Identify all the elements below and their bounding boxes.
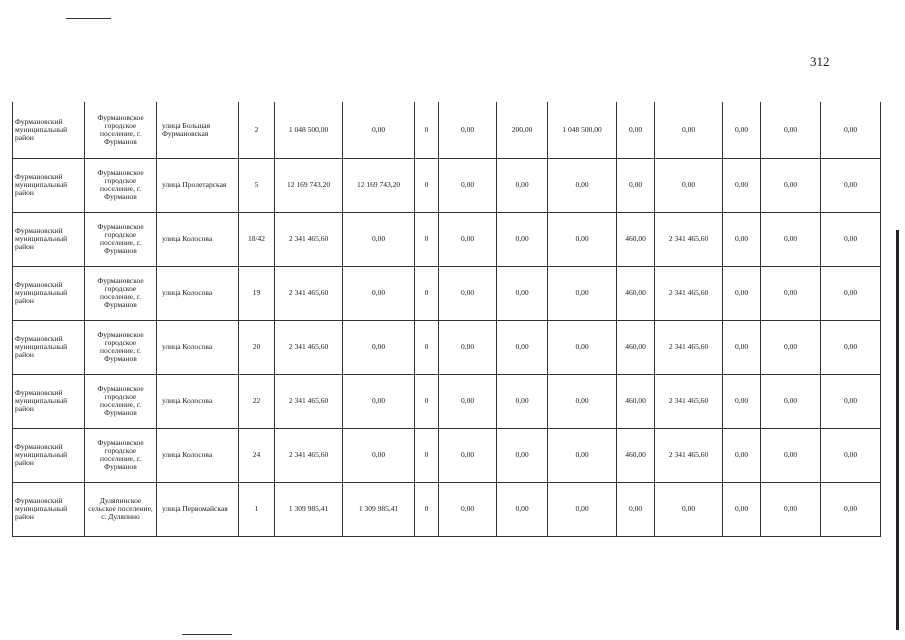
cell-total-cost: 2 341 465,60 — [275, 266, 343, 320]
cell-cost-col-5: 0,00 — [497, 428, 548, 482]
cell-cost-col-5: 0,00 — [497, 374, 548, 428]
cell-cost-col-8: 2 341 465,60 — [655, 266, 723, 320]
cell-district: Фурмановский муниципальный район — [13, 102, 85, 158]
cell-district: Фурмановский муниципальный район — [13, 266, 85, 320]
table-row — [13, 320, 881, 374]
cell-cost-col-7: 460,00 — [617, 320, 655, 374]
cell-cost-col-3: 0 — [415, 102, 439, 158]
cell-cost-col-2: 0,00 — [343, 266, 415, 320]
cell-cost-col-3: 0 — [415, 374, 439, 428]
cell-cost-col-9: 0,00 — [723, 374, 761, 428]
table-body — [13, 102, 881, 536]
cell-total-cost: 2 341 465,60 — [275, 428, 343, 482]
cell-street: улица Колосова — [157, 266, 239, 320]
cell-cost-col-6: 0,00 — [548, 158, 617, 212]
cell-cost-col-10: 0,00 — [761, 482, 821, 536]
cell-cost-col-3: 0 — [415, 212, 439, 266]
cell-house-number: 1 — [239, 482, 275, 536]
cell-cost-col-7: 460,00 — [617, 266, 655, 320]
cell-cost-col-8: 2 341 465,60 — [655, 212, 723, 266]
cell-cost-col-6: 0,00 — [548, 320, 617, 374]
cell-street: улица Большая Фурмановская — [157, 102, 239, 158]
cell-cost-col-3: 0 — [415, 428, 439, 482]
cell-cost-col-5: 0,00 — [497, 320, 548, 374]
cell-cost-col-3: 0 — [415, 266, 439, 320]
cell-cost-col-9: 0,00 — [723, 102, 761, 158]
cell-cost-col-10: 0,00 — [761, 428, 821, 482]
cell-cost-col-5: 0,00 — [497, 212, 548, 266]
cell-cost-col-2: 0,00 — [343, 320, 415, 374]
cell-settlement: Фурмановское городское поселение, г. Фурманов — [85, 428, 157, 482]
cell-cost-col-6: 0,00 — [548, 212, 617, 266]
cell-cost-col-3: 0 — [415, 320, 439, 374]
cell-cost-col-7: 0,00 — [617, 482, 655, 536]
cell-cost-col-8: 0,00 — [655, 482, 723, 536]
cell-total-cost: 12 169 743,20 — [275, 158, 343, 212]
cell-cost-col-9: 0,00 — [723, 158, 761, 212]
cell-cost-col-4: 0,00 — [439, 102, 497, 158]
cell-cost-col-7: 460,00 — [617, 212, 655, 266]
cell-house-number: 19 — [239, 266, 275, 320]
cell-cost-col-5: 0,00 — [497, 158, 548, 212]
cell-cost-col-4: 0,00 — [439, 320, 497, 374]
cell-total-cost: 1 048 500,00 — [275, 102, 343, 158]
cell-district: Фурмановский муниципальный район — [13, 320, 85, 374]
cell-cost-col-6: 0,00 — [548, 482, 617, 536]
cell-cost-col-10: 0,00 — [761, 212, 821, 266]
cell-cost-col-4: 0,00 — [439, 212, 497, 266]
cell-cost-col-7: 0,00 — [617, 102, 655, 158]
cell-street: улица Пролетарская — [157, 158, 239, 212]
cell-cost-col-4: 0,00 — [439, 428, 497, 482]
cell-district: Фурмановский муниципальный район — [13, 374, 85, 428]
cell-cost-col-2: 0,00 — [343, 212, 415, 266]
cell-district: Фурмановский муниципальный район — [13, 482, 85, 536]
table-row — [13, 482, 881, 536]
cell-cost-col-4: 0,00 — [439, 482, 497, 536]
data-table — [12, 102, 881, 537]
table-row — [13, 102, 881, 158]
cell-cost-col-10: 0,00 — [761, 320, 821, 374]
cell-settlement: Фурмановское городское поселение, г. Фурманов — [85, 158, 157, 212]
cell-house-number: 22 — [239, 374, 275, 428]
cell-cost-col-8: 0,00 — [655, 102, 723, 158]
cell-street: улица Колосова — [157, 320, 239, 374]
cell-cost-col-9: 0,00 — [723, 320, 761, 374]
cell-street: улица Первомайская — [157, 482, 239, 536]
top-rule — [66, 18, 111, 19]
cell-cost-col-3: 0 — [415, 482, 439, 536]
cell-cost-col-3: 0 — [415, 158, 439, 212]
cell-settlement: Фурмановское городское поселение, г. Фурманов — [85, 266, 157, 320]
cell-cost-col-10: 0,00 — [761, 266, 821, 320]
cell-cost-col-6: 0,00 — [548, 266, 617, 320]
table-row — [13, 212, 881, 266]
bottom-rule — [182, 634, 232, 635]
table-row — [13, 428, 881, 482]
cell-cost-col-2: 1 309 985,41 — [343, 482, 415, 536]
cell-cost-col-9: 0,00 — [723, 482, 761, 536]
cell-cost-col-7: 460,00 — [617, 428, 655, 482]
table-row — [13, 266, 881, 320]
cell-cost-col-11: 0,00 — [821, 320, 881, 374]
cell-house-number: 18/42 — [239, 212, 275, 266]
cell-cost-col-11: 0,00 — [821, 266, 881, 320]
cell-cost-col-4: 0,00 — [439, 158, 497, 212]
cell-cost-col-5: 0,00 — [497, 482, 548, 536]
cell-settlement: Дуляпинское сельское поселение, с. Дуляпино — [85, 482, 157, 536]
cell-cost-col-2: 0,00 — [343, 428, 415, 482]
cell-cost-col-7: 460,00 — [617, 374, 655, 428]
cell-cost-col-8: 2 341 465,60 — [655, 374, 723, 428]
cell-settlement: Фурмановское городское поселение, г. Фурманов — [85, 320, 157, 374]
cell-total-cost: 2 341 465,60 — [275, 320, 343, 374]
table-row — [13, 158, 881, 212]
cell-district: Фурмановский муниципальный район — [13, 428, 85, 482]
cell-district: Фурмановский муниципальный район — [13, 212, 85, 266]
cell-cost-col-2: 12 169 743,20 — [343, 158, 415, 212]
cell-total-cost: 2 341 465,60 — [275, 374, 343, 428]
cell-cost-col-11: 0,00 — [821, 428, 881, 482]
cell-house-number: 24 — [239, 428, 275, 482]
cell-house-number: 20 — [239, 320, 275, 374]
cell-house-number: 2 — [239, 102, 275, 158]
page-number: 312 — [810, 54, 830, 69]
cell-cost-col-11: 0,00 — [821, 158, 881, 212]
table-row — [13, 374, 881, 428]
cell-cost-col-6: 0,00 — [548, 374, 617, 428]
cell-cost-col-11: 0,00 — [821, 212, 881, 266]
cell-cost-col-6: 0,00 — [548, 428, 617, 482]
cell-cost-col-9: 0,00 — [723, 266, 761, 320]
cell-cost-col-8: 0,00 — [655, 158, 723, 212]
cell-cost-col-8: 2 341 465,60 — [655, 320, 723, 374]
right-edge-bar — [896, 230, 899, 630]
cell-cost-col-11: 0,00 — [821, 482, 881, 536]
cell-settlement: Фурмановское городское поселение, г. Фурманов — [85, 102, 157, 158]
cell-cost-col-9: 0,00 — [723, 212, 761, 266]
cell-cost-col-2: 0,00 — [343, 374, 415, 428]
cell-cost-col-8: 2 341 465,60 — [655, 428, 723, 482]
cell-cost-col-11: 0,00 — [821, 102, 881, 158]
cell-cost-col-10: 0,00 — [761, 102, 821, 158]
cell-settlement: Фурмановское городское поселение, г. Фурманов — [85, 212, 157, 266]
cell-cost-col-2: 0,00 — [343, 102, 415, 158]
cell-cost-col-5: 0,00 — [497, 266, 548, 320]
cell-total-cost: 1 309 985,41 — [275, 482, 343, 536]
cell-cost-col-5: 200,00 — [497, 102, 548, 158]
cell-cost-col-6: 1 048 500,00 — [548, 102, 617, 158]
cell-district: Фурмановский муниципальный район — [13, 158, 85, 212]
cell-cost-col-7: 0,00 — [617, 158, 655, 212]
cell-cost-col-9: 0,00 — [723, 428, 761, 482]
cell-cost-col-11: 0,00 — [821, 374, 881, 428]
cell-street: улица Колосова — [157, 212, 239, 266]
cell-cost-col-4: 0,00 — [439, 266, 497, 320]
cell-street: улица Колосова — [157, 374, 239, 428]
cell-house-number: 5 — [239, 158, 275, 212]
cell-settlement: Фурмановское городское поселение, г. Фурманов — [85, 374, 157, 428]
cell-street: улица Колосова — [157, 428, 239, 482]
cell-cost-col-4: 0,00 — [439, 374, 497, 428]
cell-cost-col-10: 0,00 — [761, 158, 821, 212]
cell-cost-col-10: 0,00 — [761, 374, 821, 428]
cell-total-cost: 2 341 465,60 — [275, 212, 343, 266]
